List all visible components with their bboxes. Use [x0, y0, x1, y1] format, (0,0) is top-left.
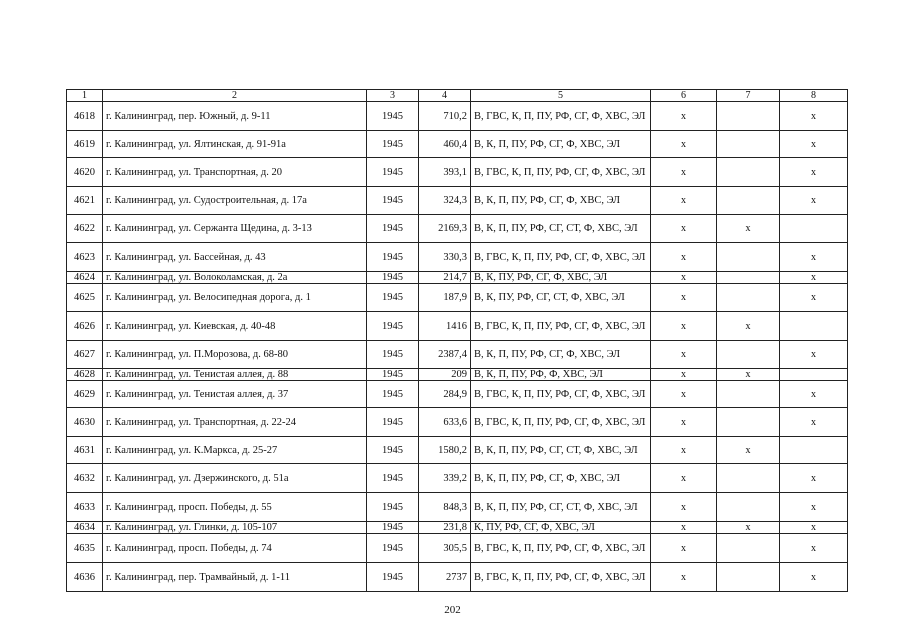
address-cell: г. Калининград, ул. К.Маркса, д. 25-27	[103, 437, 367, 464]
mark-col8-cell: x	[780, 102, 848, 131]
row-number: 4624	[67, 272, 103, 284]
area-cell: 2737	[419, 563, 471, 592]
row-number: 4620	[67, 158, 103, 187]
mark-col7-cell: x	[717, 215, 780, 243]
row-number: 4626	[67, 312, 103, 341]
housing-registry-table	[66, 89, 848, 592]
systems-cell: В, К, П, ПУ, РФ, СГ, СТ, Ф, ХВС, ЭЛ	[471, 437, 651, 464]
area-cell: 209	[419, 369, 471, 381]
area-cell: 339,2	[419, 464, 471, 493]
table-body	[67, 102, 848, 592]
row-number: 4630	[67, 408, 103, 437]
col-header-1: 1	[67, 90, 103, 102]
address-cell: г. Калининград, ул. Ялтинская, д. 91-91а	[103, 131, 367, 158]
table-row	[67, 215, 848, 243]
systems-cell: В, ГВС, К, П, ПУ, РФ, СГ, Ф, ХВС, ЭЛ	[471, 381, 651, 408]
table-row	[67, 369, 848, 381]
year-cell: 1945	[367, 464, 419, 493]
systems-cell: В, К, П, ПУ, РФ, СГ, Ф, ХВС, ЭЛ	[471, 187, 651, 215]
mark-col8-cell: x	[780, 408, 848, 437]
col-header-6: 6	[651, 90, 717, 102]
row-number: 4623	[67, 243, 103, 272]
row-number: 4636	[67, 563, 103, 592]
col-header-7: 7	[717, 90, 780, 102]
systems-cell: В, К, П, ПУ, РФ, Ф, ХВС, ЭЛ	[471, 369, 651, 381]
systems-cell: В, ГВС, К, П, ПУ, РФ, СГ, Ф, ХВС, ЭЛ	[471, 158, 651, 187]
col-header-8: 8	[780, 90, 848, 102]
mark-col6-cell: x	[651, 187, 717, 215]
mark-col7-cell: x	[717, 437, 780, 464]
mark-col7-cell	[717, 158, 780, 187]
mark-col8-cell: x	[780, 493, 848, 522]
mark-col7-cell	[717, 381, 780, 408]
mark-col7-cell	[717, 493, 780, 522]
row-number: 4625	[67, 284, 103, 312]
row-number: 4627	[67, 341, 103, 369]
mark-col8-cell: x	[780, 534, 848, 563]
systems-cell: В, ГВС, К, П, ПУ, РФ, СГ, Ф, ХВС, ЭЛ	[471, 563, 651, 592]
mark-col7-cell	[717, 187, 780, 215]
address-cell: г. Калининград, ул. П.Морозова, д. 68-80	[103, 341, 367, 369]
mark-col6-cell: x	[651, 522, 717, 534]
mark-col6-cell: x	[651, 272, 717, 284]
page-number: 202	[444, 604, 461, 616]
table-row	[67, 381, 848, 408]
mark-col8-cell: x	[780, 381, 848, 408]
mark-col7-cell	[717, 272, 780, 284]
mark-col6-cell: x	[651, 243, 717, 272]
table-row	[67, 464, 848, 493]
area-cell: 710,2	[419, 102, 471, 131]
area-cell: 214,7	[419, 272, 471, 284]
table-row	[67, 284, 848, 312]
mark-col7-cell	[717, 408, 780, 437]
mark-col8-cell	[780, 312, 848, 341]
row-number: 4621	[67, 187, 103, 215]
row-number: 4618	[67, 102, 103, 131]
mark-col8-cell: x	[780, 131, 848, 158]
systems-cell: В, К, П, ПУ, РФ, СГ, СТ, Ф, ХВС, ЭЛ	[471, 215, 651, 243]
mark-col7-cell	[717, 131, 780, 158]
col-header-5: 5	[471, 90, 651, 102]
table-row	[67, 158, 848, 187]
year-cell: 1945	[367, 102, 419, 131]
row-number: 4632	[67, 464, 103, 493]
year-cell: 1945	[367, 272, 419, 284]
table-row	[67, 187, 848, 215]
mark-col6-cell: x	[651, 381, 717, 408]
mark-col7-cell	[717, 534, 780, 563]
area-cell: 1580,2	[419, 437, 471, 464]
header-row	[67, 90, 848, 102]
mark-col7-cell: x	[717, 522, 780, 534]
row-number: 4633	[67, 493, 103, 522]
year-cell: 1945	[367, 381, 419, 408]
row-number: 4622	[67, 215, 103, 243]
address-cell: г. Калининград, просп. Победы, д. 55	[103, 493, 367, 522]
col-header-3: 3	[367, 90, 419, 102]
mark-col7-cell: x	[717, 312, 780, 341]
address-cell: г. Калининград, ул. Транспортная, д. 22-24	[103, 408, 367, 437]
address-cell: г. Калининград, ул. Судостроительная, д. 17а	[103, 187, 367, 215]
year-cell: 1945	[367, 158, 419, 187]
row-number: 4628	[67, 369, 103, 381]
table-row	[67, 243, 848, 272]
mark-col6-cell: x	[651, 312, 717, 341]
year-cell: 1945	[367, 284, 419, 312]
row-number: 4631	[67, 437, 103, 464]
systems-cell: К, ПУ, РФ, СГ, Ф, ХВС, ЭЛ	[471, 522, 651, 534]
table-row	[67, 408, 848, 437]
systems-cell: В, К, ПУ, РФ, СГ, СТ, Ф, ХВС, ЭЛ	[471, 284, 651, 312]
table-row	[67, 563, 848, 592]
year-cell: 1945	[367, 341, 419, 369]
mark-col7-cell: x	[717, 369, 780, 381]
mark-col6-cell: x	[651, 369, 717, 381]
address-cell: г. Калининград, ул. Бассейная, д. 43	[103, 243, 367, 272]
systems-cell: В, К, П, ПУ, РФ, СГ, Ф, ХВС, ЭЛ	[471, 464, 651, 493]
systems-cell: В, К, П, ПУ, РФ, СГ, Ф, ХВС, ЭЛ	[471, 131, 651, 158]
area-cell: 393,1	[419, 158, 471, 187]
year-cell: 1945	[367, 215, 419, 243]
year-cell: 1945	[367, 493, 419, 522]
row-number: 4629	[67, 381, 103, 408]
mark-col8-cell: x	[780, 158, 848, 187]
address-cell: г. Калининград, ул. Волоколамская, д. 2а	[103, 272, 367, 284]
area-cell: 460,4	[419, 131, 471, 158]
address-cell: г. Калининград, ул. Тенистая аллея, д. 37	[103, 381, 367, 408]
table-row	[67, 493, 848, 522]
mark-col6-cell: x	[651, 493, 717, 522]
mark-col7-cell	[717, 243, 780, 272]
mark-col8-cell: x	[780, 272, 848, 284]
year-cell: 1945	[367, 408, 419, 437]
systems-cell: В, ГВС, К, П, ПУ, РФ, СГ, Ф, ХВС, ЭЛ	[471, 534, 651, 563]
address-cell: г. Калининград, ул. Киевская, д. 40-48	[103, 312, 367, 341]
mark-col7-cell	[717, 284, 780, 312]
mark-col6-cell: x	[651, 102, 717, 131]
area-cell: 231,8	[419, 522, 471, 534]
mark-col8-cell: x	[780, 341, 848, 369]
systems-cell: В, ГВС, К, П, ПУ, РФ, СГ, Ф, ХВС, ЭЛ	[471, 102, 651, 131]
address-cell: г. Калининград, ул. Глинки, д. 105-107	[103, 522, 367, 534]
mark-col8-cell: x	[780, 284, 848, 312]
table-row	[67, 272, 848, 284]
mark-col6-cell: x	[651, 464, 717, 493]
systems-cell: В, ГВС, К, П, ПУ, РФ, СГ, Ф, ХВС, ЭЛ	[471, 243, 651, 272]
table-row	[67, 522, 848, 534]
address-cell: г. Калининград, ул. Дзержинского, д. 51а	[103, 464, 367, 493]
area-cell: 2387,4	[419, 341, 471, 369]
mark-col7-cell	[717, 563, 780, 592]
row-number: 4619	[67, 131, 103, 158]
mark-col8-cell: x	[780, 522, 848, 534]
mark-col6-cell: x	[651, 215, 717, 243]
row-number: 4635	[67, 534, 103, 563]
mark-col7-cell	[717, 102, 780, 131]
mark-col8-cell	[780, 369, 848, 381]
mark-col8-cell	[780, 215, 848, 243]
mark-col7-cell	[717, 464, 780, 493]
mark-col6-cell: x	[651, 563, 717, 592]
address-cell: г. Калининград, просп. Победы, д. 74	[103, 534, 367, 563]
area-cell: 848,3	[419, 493, 471, 522]
mark-col6-cell: x	[651, 284, 717, 312]
col-header-4: 4	[419, 90, 471, 102]
address-cell: г. Калининград, ул. Тенистая аллея, д. 88	[103, 369, 367, 381]
year-cell: 1945	[367, 563, 419, 592]
table-row	[67, 131, 848, 158]
systems-cell: В, ГВС, К, П, ПУ, РФ, СГ, Ф, ХВС, ЭЛ	[471, 312, 651, 341]
address-cell: г. Калининград, пер. Южный, д. 9-11	[103, 102, 367, 131]
mark-col8-cell: x	[780, 187, 848, 215]
mark-col6-cell: x	[651, 408, 717, 437]
year-cell: 1945	[367, 187, 419, 215]
systems-cell: В, К, П, ПУ, РФ, СГ, СТ, Ф, ХВС, ЭЛ	[471, 493, 651, 522]
col-header-2: 2	[103, 90, 367, 102]
area-cell: 305,5	[419, 534, 471, 563]
mark-col6-cell: x	[651, 341, 717, 369]
mark-col6-cell: x	[651, 131, 717, 158]
mark-col8-cell: x	[780, 563, 848, 592]
mark-col7-cell	[717, 341, 780, 369]
address-cell: г. Калининград, ул. Транспортная, д. 20	[103, 158, 367, 187]
year-cell: 1945	[367, 369, 419, 381]
address-cell: г. Калининград, ул. Сержанта Щедина, д. 3-13	[103, 215, 367, 243]
year-cell: 1945	[367, 312, 419, 341]
row-number: 4634	[67, 522, 103, 534]
mark-col8-cell: x	[780, 464, 848, 493]
systems-cell: В, ГВС, К, П, ПУ, РФ, СГ, Ф, ХВС, ЭЛ	[471, 408, 651, 437]
table-row	[67, 102, 848, 131]
area-cell: 1416	[419, 312, 471, 341]
area-cell: 330,3	[419, 243, 471, 272]
year-cell: 1945	[367, 131, 419, 158]
table-row	[67, 341, 848, 369]
systems-cell: В, К, ПУ, РФ, СГ, Ф, ХВС, ЭЛ	[471, 272, 651, 284]
year-cell: 1945	[367, 243, 419, 272]
year-cell: 1945	[367, 437, 419, 464]
table-row	[67, 534, 848, 563]
systems-cell: В, К, П, ПУ, РФ, СГ, Ф, ХВС, ЭЛ	[471, 341, 651, 369]
area-cell: 2169,3	[419, 215, 471, 243]
mark-col6-cell: x	[651, 158, 717, 187]
area-cell: 324,3	[419, 187, 471, 215]
area-cell: 187,9	[419, 284, 471, 312]
table-row	[67, 312, 848, 341]
area-cell: 284,9	[419, 381, 471, 408]
mark-col8-cell	[780, 437, 848, 464]
year-cell: 1945	[367, 522, 419, 534]
area-cell: 633,6	[419, 408, 471, 437]
mark-col6-cell: x	[651, 437, 717, 464]
year-cell: 1945	[367, 534, 419, 563]
mark-col8-cell: x	[780, 243, 848, 272]
address-cell: г. Калининград, пер. Трамвайный, д. 1-11	[103, 563, 367, 592]
address-cell: г. Калининград, ул. Велосипедная дорога, д. 1	[103, 284, 367, 312]
mark-col6-cell: x	[651, 534, 717, 563]
table-row	[67, 437, 848, 464]
